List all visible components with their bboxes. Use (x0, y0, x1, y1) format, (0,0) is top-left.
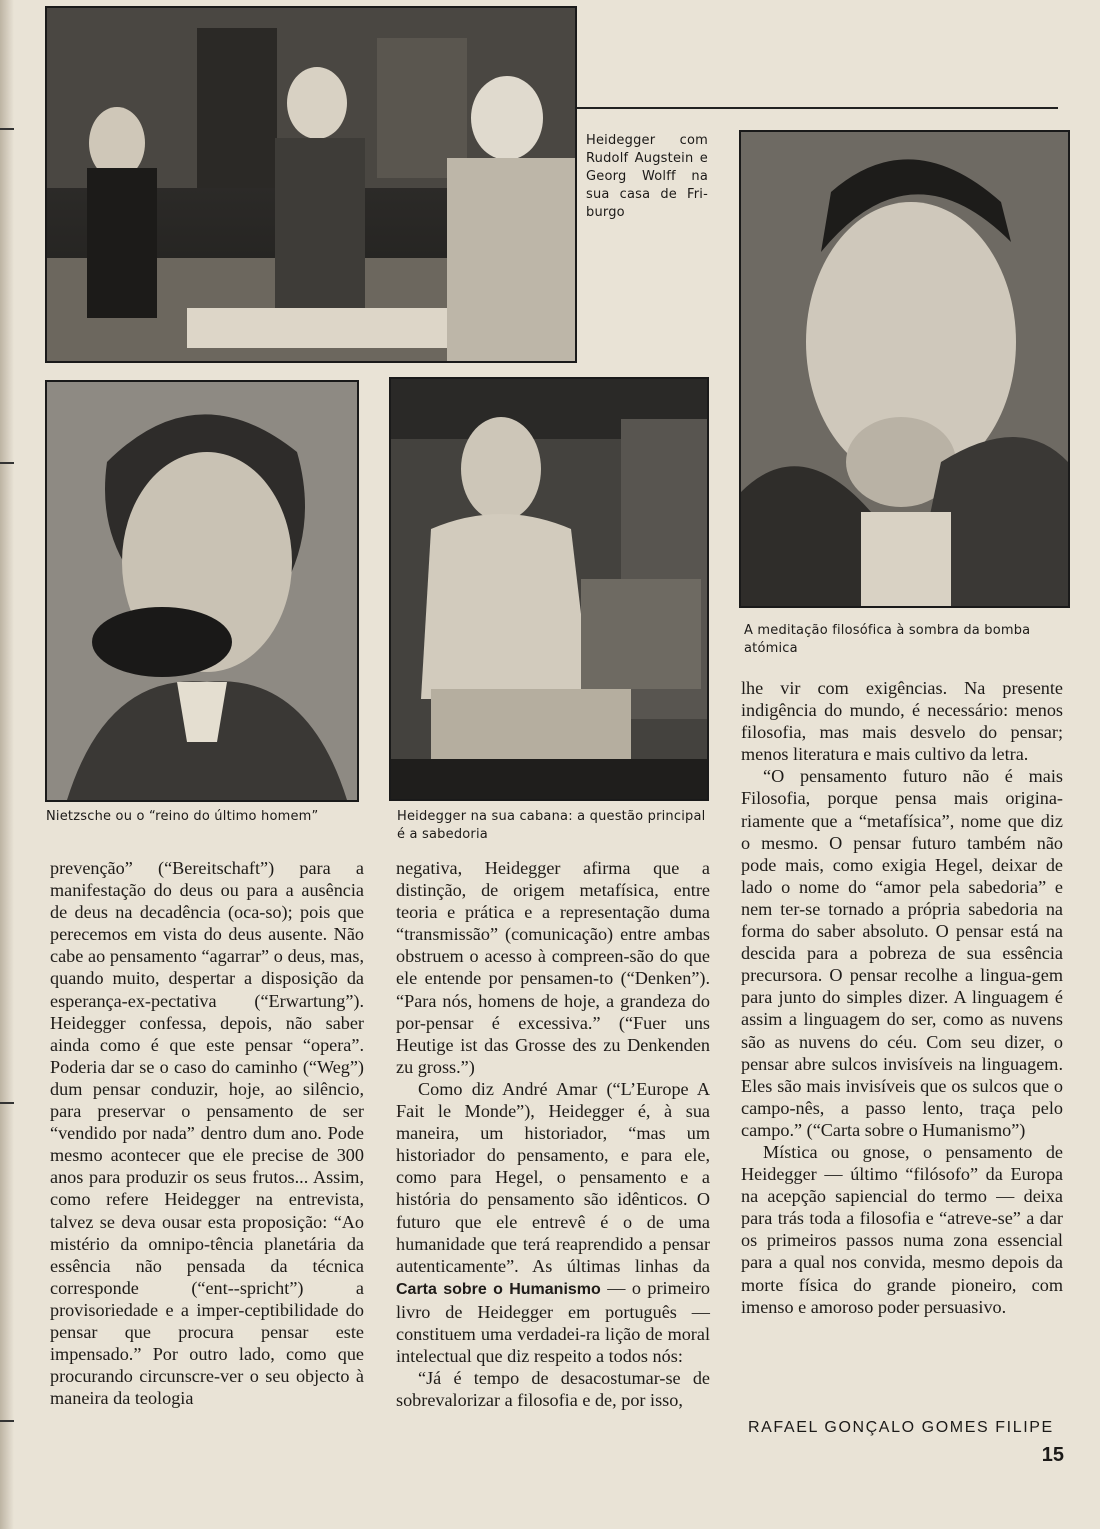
photo-heidegger-augstein-wolff (45, 6, 577, 363)
photo-meditacao (739, 130, 1070, 608)
caption-photo1: Heidegger com Rudolf Augstein e Georg Wolff na sua casa de Fri-burgo (586, 133, 708, 220)
paragraph: “O pensamento futuro não é mais Filosofia, porque pensa mais origina-riamente que a “metafísica”, nome que diz o mesmo. O pensar futuro também não pode mais, como exigia Hegel, deixar de lado o nome do “amor pela sabedoria” e nem ter-se tornado a própria sabedoria na forma do saber absoluto. O pensar está na descida para a pobreza de sua essência precursora. O pensar recolhe a lingua-gem para junto do simples dizer. A linguagem é assim a linguagem do ser, como as nuvens são as nuvens do céu. Com seu dizer, o pensar abre sulcos invisíveis na linguagem. Eles são mais invisíveis que os sulcos que o campo-nês, a passo lento, traça pelo campo.” (“Carta sobre o Humanismo”) (741, 766, 1063, 1140)
author-byline: RAFAEL GONÇALO GOMES FILIPE (748, 1419, 1054, 1436)
binding-tick (0, 462, 14, 464)
article-column-3 (741, 677, 1063, 1318)
paragraph: Mística ou gnose, o pensamento de Heidegger — último “filósofo” da Europa na acepção sapiencial do termo — deixa para trás toda a filosofia e “atreve-se” a dar os primeiros passos numa zona essencial para a qual nos convida, mesmo depois da morte física do grande pioneiro, com imenso e amoroso poder persuasivo. (741, 1141, 1063, 1317)
page-number: 15 (1041, 1444, 1064, 1466)
binding-tick (0, 128, 14, 130)
caption-photo2: Nietzsche ou o “reino do último homem” (46, 809, 319, 824)
book-title: Carta sobre o Humanismo (396, 1280, 601, 1298)
article-column-2 (396, 857, 710, 1411)
photo-nietzsche (45, 380, 359, 802)
photo-heidegger-cabana (389, 377, 709, 801)
paragraph: prevenção” (“Bereitschaft”) para a manifestação do deus ou para a ausência de deus na decadência (oca-so); pois que perecemos em vista do deus ausente. Não cabe ao pensamento “agarrar” o deus, mas, quando muito, despertar a disposição da esperança-ex-pectativa (“Erwartung”). Heidegger confessa, depois, não saber ainda como é que este pensar “opera”. Poderia dar se o caso do caminho (“Weg”) dum pensar conduzir, hoje, ao silêncio, para preservar o pensamento de ser “vendido por nada” dentro dum ano. Pode mesmo acontecer que ele precise de 300 anos para produzir os seus frutos... Assim, como refere Heidegger na entrevista, talvez se deva ousar esta proposição: “Ao mistério da omnipo-tência planetária da essência não pensada da técnica corresponde (“ent--spricht”) a provisoriedade e a imper-ceptibilidade do pensar que procura pensar este impensado.” Por outro lado, como que procurando circunscre-ver o seu objecto à maneira da teologia (50, 858, 364, 1409)
paragraph-text: — o primeiro livro de Heidegger em português — constituem uma verdadei-ra lição de moral intelectual que diz respeito a todos nós: (396, 1277, 710, 1367)
article-column-1 (50, 857, 364, 1409)
binding-tick (0, 1102, 14, 1104)
paragraph: negativa, Heidegger afirma que a distinção, de origem metafísica, entre teoria e prática e a representação duma “transmissão” (comunicação) entre ambas obstruem o acesso à compreen-são do que ele entende por pensamen-to (“Denken”). “Para nós, homens de hoje, a grandeza do por-pensar é excessiva.” (“Fuer uns Heutige ist das Grosse des zu Denkenden zu gross.”) (396, 858, 710, 1077)
binding-tick (0, 1420, 14, 1422)
header-rule (575, 107, 1058, 109)
caption-photo4: A meditação filosófica à sombra da bomba atómica (744, 623, 1031, 656)
page-binding-edge (0, 0, 14, 1529)
paragraph: “Já é tempo de desacostumar-se de sobrevalorizar a filosofia e de, por isso, (396, 1368, 710, 1411)
caption-photo3: Heidegger na sua cabana: a questão principal é a sabedoria (397, 809, 706, 842)
paragraph-text: Como diz André Amar (“L’Europe A Fait le Monde”), Heidegger é, à sua maneira, um historiador, “mas um historiador do pensamento, e para ele, como para Hegel, o pensamento e a história do pensamento são idênticos. O futuro que ele entrevê é o de uma humanidade que terá reaprendido a pensar autenticamente”. As últimas linhas da (396, 1078, 710, 1276)
paragraph (396, 1078, 710, 1367)
paragraph: lhe vir com exigências. Na presente indigência do mundo, é necessário: menos filosofia, mas mais desvelo do pensar; menos literatura e mais cultivo da letra. (741, 678, 1063, 765)
